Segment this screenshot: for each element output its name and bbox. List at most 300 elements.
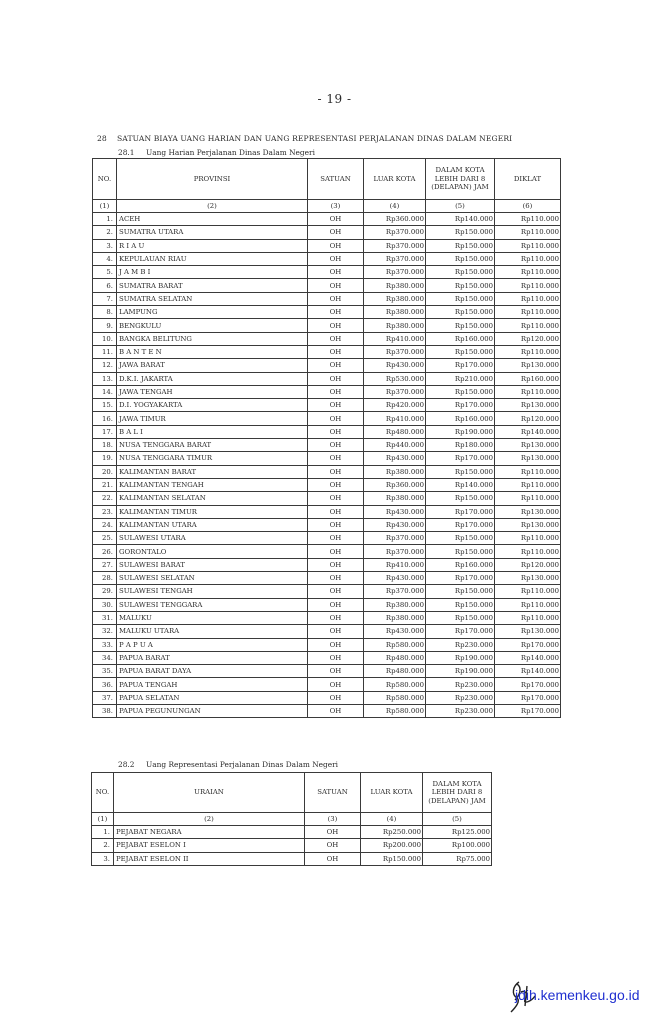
luar-kota-amount: Rp480.000: [364, 665, 426, 678]
table-row: [93, 252, 561, 265]
unit-cell: OH: [308, 532, 364, 545]
luar-kota-amount: Rp580.000: [364, 704, 426, 717]
table-row: [93, 545, 561, 558]
unit-cell: OH: [308, 306, 364, 319]
table-row: [92, 826, 492, 839]
unit-cell: OH: [305, 839, 361, 852]
diklat-amount: Rp110.000: [495, 319, 561, 332]
luar-kota-amount: Rp430.000: [364, 359, 426, 372]
dalam-kota-amount: Rp230.000: [426, 638, 495, 651]
dalam-kota-amount: Rp150.000: [426, 292, 495, 305]
col-header-luar-kota: LUAR KOTA: [361, 773, 423, 813]
diklat-amount: Rp110.000: [495, 492, 561, 505]
header-line: LEBIH DARI 8: [431, 788, 483, 797]
luar-kota-amount: Rp530.000: [364, 372, 426, 385]
col-header-uraian: URAIAN: [114, 773, 305, 813]
province-name: PAPUA PEGUNUNGAN: [117, 704, 308, 717]
row-number: 19.: [93, 452, 117, 465]
luar-kota-amount: Rp430.000: [364, 505, 426, 518]
table-row: [93, 691, 561, 704]
dalam-kota-amount: Rp150.000: [426, 252, 495, 265]
row-number: 3.: [93, 239, 117, 252]
unit-cell: OH: [308, 704, 364, 717]
luar-kota-amount: Rp430.000: [364, 625, 426, 638]
diklat-amount: Rp110.000: [495, 252, 561, 265]
luar-kota-amount: Rp380.000: [364, 292, 426, 305]
uraian-name: PEJABAT NEGARA: [114, 826, 305, 839]
table-row: [93, 638, 561, 651]
luar-kota-amount: Rp580.000: [364, 638, 426, 651]
luar-kota-amount: Rp480.000: [364, 425, 426, 438]
unit-cell: OH: [308, 638, 364, 651]
unit-cell: OH: [308, 359, 364, 372]
luar-kota-amount: Rp360.000: [364, 213, 426, 226]
table1-title: Uang Harian Perjalanan Dinas Dalam Negeri: [146, 148, 315, 157]
diklat-amount: Rp130.000: [495, 625, 561, 638]
table-row: [93, 704, 561, 717]
diklat-amount: Rp140.000: [495, 425, 561, 438]
row-number: 30.: [93, 598, 117, 611]
index-cell: (3): [305, 813, 361, 826]
luar-kota-amount: Rp380.000: [364, 492, 426, 505]
province-name: SUMATRA UTARA: [117, 226, 308, 239]
diklat-amount: Rp110.000: [495, 611, 561, 624]
section-heading: [97, 134, 512, 143]
col-header-satuan: SATUAN: [305, 773, 361, 813]
dalam-kota-amount: Rp150.000: [426, 492, 495, 505]
diklat-amount: Rp120.000: [495, 558, 561, 571]
province-name: KALIMANTAN UTARA: [117, 518, 308, 531]
col-header-provinsi: PROVINSI: [117, 159, 308, 200]
dalam-kota-amount: Rp150.000: [426, 306, 495, 319]
diklat-amount: Rp110.000: [495, 292, 561, 305]
table-row: [93, 372, 561, 385]
luar-kota-amount: Rp150.000: [361, 852, 423, 865]
row-number: 1.: [92, 826, 114, 839]
luar-kota-amount: Rp370.000: [364, 345, 426, 358]
province-name: BANGKA BELITUNG: [117, 332, 308, 345]
table-row: [93, 359, 561, 372]
table-row: [92, 852, 492, 865]
table2-header-row: [92, 773, 492, 813]
unit-cell: OH: [308, 691, 364, 704]
unit-cell: OH: [308, 585, 364, 598]
unit-cell: OH: [308, 372, 364, 385]
province-name: SULAWESI TENGGARA: [117, 598, 308, 611]
table-row: [93, 598, 561, 611]
diklat-amount: Rp110.000: [495, 306, 561, 319]
table-row: [93, 585, 561, 598]
row-number: 28.: [93, 572, 117, 585]
unit-cell: OH: [308, 266, 364, 279]
row-number: 7.: [93, 292, 117, 305]
unit-cell: OH: [308, 611, 364, 624]
province-name: ACEH: [117, 213, 308, 226]
header-line: DALAM KOTA: [432, 779, 482, 788]
unit-cell: OH: [308, 213, 364, 226]
diklat-amount: Rp140.000: [495, 651, 561, 664]
province-name: KEPULAUAN RIAU: [117, 252, 308, 265]
luar-kota-amount: Rp250.000: [361, 826, 423, 839]
diklat-amount: Rp170.000: [495, 678, 561, 691]
unit-cell: OH: [308, 665, 364, 678]
unit-cell: OH: [308, 292, 364, 305]
province-name: PAPUA BARAT: [117, 651, 308, 664]
unit-cell: OH: [308, 452, 364, 465]
table-row: [93, 665, 561, 678]
row-number: 35.: [93, 665, 117, 678]
table-row: [93, 465, 561, 478]
diklat-amount: Rp110.000: [495, 279, 561, 292]
province-name: GORONTALO: [117, 545, 308, 558]
dalam-kota-amount: Rp170.000: [426, 572, 495, 585]
table-row: [93, 266, 561, 279]
luar-kota-amount: Rp440.000: [364, 439, 426, 452]
row-number: 9.: [93, 319, 117, 332]
row-number: 3.: [92, 852, 114, 865]
unit-cell: OH: [308, 465, 364, 478]
row-number: 21.: [93, 478, 117, 491]
table-row: [93, 412, 561, 425]
row-number: 24.: [93, 518, 117, 531]
table-row: [93, 532, 561, 545]
index-cell: (3): [308, 200, 364, 213]
row-number: 14.: [93, 385, 117, 398]
diklat-amount: Rp110.000: [495, 213, 561, 226]
unit-cell: OH: [308, 492, 364, 505]
diklat-amount: Rp110.000: [495, 266, 561, 279]
row-number: 5.: [93, 266, 117, 279]
section-number: 28: [97, 134, 107, 143]
dalam-kota-amount: Rp190.000: [426, 425, 495, 438]
table-row: [93, 399, 561, 412]
province-name: PAPUA SELATAN: [117, 691, 308, 704]
row-number: 34.: [93, 651, 117, 664]
dalam-kota-amount: Rp150.000: [426, 239, 495, 252]
luar-kota-amount: Rp360.000: [364, 478, 426, 491]
table-row: [93, 239, 561, 252]
row-number: 26.: [93, 545, 117, 558]
dalam-kota-amount: Rp140.000: [426, 478, 495, 491]
col-header-diklat: DIKLAT: [495, 159, 561, 200]
diklat-amount: Rp110.000: [495, 465, 561, 478]
diklat-amount: Rp130.000: [495, 518, 561, 531]
dalam-kota-amount: Rp170.000: [426, 625, 495, 638]
table-row: [93, 425, 561, 438]
diklat-amount: Rp110.000: [495, 585, 561, 598]
row-number: 36.: [93, 678, 117, 691]
diklat-amount: Rp130.000: [495, 572, 561, 585]
province-name: KALIMANTAN TENGAH: [117, 478, 308, 491]
unit-cell: OH: [308, 545, 364, 558]
table1-heading: [118, 148, 315, 157]
dalam-kota-amount: Rp190.000: [426, 665, 495, 678]
unit-cell: OH: [308, 478, 364, 491]
unit-cell: OH: [308, 252, 364, 265]
col-header-satuan: SATUAN: [308, 159, 364, 200]
dalam-kota-amount: Rp150.000: [426, 545, 495, 558]
province-name: D.K.I. JAKARTA: [117, 372, 308, 385]
table2-number: 28.2: [118, 760, 135, 769]
province-name: SULAWESI UTARA: [117, 532, 308, 545]
uang-harian-table: [92, 158, 561, 718]
uraian-name: PEJABAT ESELON I: [114, 839, 305, 852]
table2-title: Uang Representasi Perjalanan Dinas Dalam Negeri: [146, 760, 339, 769]
province-name: R I A U: [117, 239, 308, 252]
dalam-kota-amount: Rp230.000: [426, 704, 495, 717]
dalam-kota-amount: Rp230.000: [426, 691, 495, 704]
index-cell: (1): [92, 813, 114, 826]
diklat-amount: Rp120.000: [495, 412, 561, 425]
index-cell: (4): [361, 813, 423, 826]
province-name: JAWA BARAT: [117, 359, 308, 372]
dalam-kota-amount: Rp230.000: [426, 678, 495, 691]
luar-kota-amount: Rp480.000: [364, 651, 426, 664]
luar-kota-amount: Rp380.000: [364, 598, 426, 611]
row-number: 17.: [93, 425, 117, 438]
col-header-no: NO.: [92, 773, 114, 813]
unit-cell: OH: [308, 385, 364, 398]
unit-cell: OH: [308, 518, 364, 531]
row-number: 18.: [93, 439, 117, 452]
watermark-text: jdih.kemenkeu.go.id: [515, 987, 640, 1003]
table1-index-row: [93, 200, 561, 213]
diklat-amount: Rp170.000: [495, 691, 561, 704]
index-cell: (2): [114, 813, 305, 826]
table2-index-row: [92, 813, 492, 826]
dalam-kota-amount: Rp150.000: [426, 279, 495, 292]
table-row: [93, 279, 561, 292]
dalam-kota-amount: Rp150.000: [426, 585, 495, 598]
table1-number: 28.1: [118, 148, 135, 157]
unit-cell: OH: [308, 625, 364, 638]
table-row: [93, 625, 561, 638]
row-number: 10.: [93, 332, 117, 345]
province-name: PAPUA TENGAH: [117, 678, 308, 691]
unit-cell: OH: [308, 678, 364, 691]
dalam-kota-amount: Rp75.000: [423, 852, 492, 865]
dalam-kota-amount: Rp160.000: [426, 412, 495, 425]
province-name: P A P U A: [117, 638, 308, 651]
section-title: SATUAN BIAYA UANG HARIAN DAN UANG REPRESENTASI PERJALANAN DINAS DALAM NEGERI: [117, 134, 513, 143]
dalam-kota-amount: Rp150.000: [426, 598, 495, 611]
luar-kota-amount: Rp430.000: [364, 572, 426, 585]
row-number: 2.: [92, 839, 114, 852]
diklat-amount: Rp130.000: [495, 399, 561, 412]
row-number: 29.: [93, 585, 117, 598]
table-row: [93, 452, 561, 465]
luar-kota-amount: Rp370.000: [364, 545, 426, 558]
index-cell: (2): [117, 200, 308, 213]
diklat-amount: Rp130.000: [495, 452, 561, 465]
row-number: 37.: [93, 691, 117, 704]
diklat-amount: Rp140.000: [495, 665, 561, 678]
dalam-kota-amount: Rp170.000: [426, 359, 495, 372]
header-line: (DELAPAN) JAM: [428, 796, 486, 805]
luar-kota-amount: Rp370.000: [364, 385, 426, 398]
province-name: JAWA TIMUR: [117, 412, 308, 425]
index-cell: (6): [495, 200, 561, 213]
luar-kota-amount: Rp430.000: [364, 452, 426, 465]
table-row: [92, 839, 492, 852]
table-row: [93, 678, 561, 691]
diklat-amount: Rp110.000: [495, 345, 561, 358]
unit-cell: OH: [308, 239, 364, 252]
row-number: 4.: [93, 252, 117, 265]
luar-kota-amount: Rp380.000: [364, 279, 426, 292]
dalam-kota-amount: Rp150.000: [426, 345, 495, 358]
province-name: LAMPUNG: [117, 306, 308, 319]
unit-cell: OH: [308, 399, 364, 412]
index-cell: (1): [93, 200, 117, 213]
row-number: 32.: [93, 625, 117, 638]
unit-cell: OH: [308, 651, 364, 664]
unit-cell: OH: [308, 412, 364, 425]
uraian-name: PEJABAT ESELON II: [114, 852, 305, 865]
unit-cell: OH: [308, 598, 364, 611]
province-name: B A L I: [117, 425, 308, 438]
luar-kota-amount: Rp370.000: [364, 239, 426, 252]
dalam-kota-amount: Rp150.000: [426, 226, 495, 239]
dalam-kota-amount: Rp140.000: [426, 213, 495, 226]
table-row: [93, 518, 561, 531]
row-number: 38.: [93, 704, 117, 717]
diklat-amount: Rp110.000: [495, 545, 561, 558]
table-row: [93, 611, 561, 624]
index-cell: (5): [426, 200, 495, 213]
province-name: J A M B I: [117, 266, 308, 279]
row-number: 1.: [93, 213, 117, 226]
luar-kota-amount: Rp420.000: [364, 399, 426, 412]
unit-cell: OH: [308, 226, 364, 239]
diklat-amount: Rp110.000: [495, 478, 561, 491]
diklat-amount: Rp120.000: [495, 332, 561, 345]
province-name: MALUKU UTARA: [117, 625, 308, 638]
table-row: [93, 572, 561, 585]
col-header-luar-kota: LUAR KOTA: [364, 159, 426, 200]
dalam-kota-amount: Rp160.000: [426, 332, 495, 345]
luar-kota-amount: Rp380.000: [364, 465, 426, 478]
dalam-kota-amount: Rp150.000: [426, 465, 495, 478]
table-row: [93, 319, 561, 332]
col-header-dalam-kota: [426, 159, 495, 200]
dalam-kota-amount: Rp170.000: [426, 518, 495, 531]
luar-kota-amount: Rp410.000: [364, 332, 426, 345]
dalam-kota-amount: Rp160.000: [426, 558, 495, 571]
diklat-amount: Rp130.000: [495, 505, 561, 518]
row-number: 16.: [93, 412, 117, 425]
dalam-kota-amount: Rp170.000: [426, 399, 495, 412]
province-name: SULAWESI BARAT: [117, 558, 308, 571]
luar-kota-amount: Rp370.000: [364, 266, 426, 279]
unit-cell: OH: [308, 572, 364, 585]
luar-kota-amount: Rp410.000: [364, 412, 426, 425]
table-row: [93, 213, 561, 226]
table-row: [93, 651, 561, 664]
unit-cell: OH: [308, 332, 364, 345]
row-number: 27.: [93, 558, 117, 571]
col-header-no: NO.: [93, 159, 117, 200]
row-number: 25.: [93, 532, 117, 545]
diklat-amount: Rp160.000: [495, 372, 561, 385]
table-row: [93, 439, 561, 452]
table-row: [93, 292, 561, 305]
row-number: 20.: [93, 465, 117, 478]
province-name: KALIMANTAN BARAT: [117, 465, 308, 478]
table-row: [93, 306, 561, 319]
row-number: 22.: [93, 492, 117, 505]
unit-cell: OH: [308, 505, 364, 518]
luar-kota-amount: Rp370.000: [364, 585, 426, 598]
header-line: LEBIH DARI 8: [434, 174, 486, 183]
unit-cell: OH: [305, 826, 361, 839]
luar-kota-amount: Rp410.000: [364, 558, 426, 571]
row-number: 23.: [93, 505, 117, 518]
dalam-kota-amount: Rp125.000: [423, 826, 492, 839]
dalam-kota-amount: Rp150.000: [426, 611, 495, 624]
unit-cell: OH: [308, 279, 364, 292]
row-number: 13.: [93, 372, 117, 385]
diklat-amount: Rp110.000: [495, 239, 561, 252]
table-row: [93, 505, 561, 518]
province-name: SULAWESI TENGAH: [117, 585, 308, 598]
luar-kota-amount: Rp580.000: [364, 678, 426, 691]
diklat-amount: Rp110.000: [495, 598, 561, 611]
dalam-kota-amount: Rp150.000: [426, 532, 495, 545]
index-cell: (4): [364, 200, 426, 213]
unit-cell: OH: [308, 425, 364, 438]
diklat-amount: Rp130.000: [495, 439, 561, 452]
luar-kota-amount: Rp430.000: [364, 518, 426, 531]
page-number: - 19 -: [317, 92, 352, 106]
province-name: SULAWESI SELATAN: [117, 572, 308, 585]
unit-cell: OH: [308, 345, 364, 358]
luar-kota-amount: Rp370.000: [364, 532, 426, 545]
table-row: [93, 385, 561, 398]
diklat-amount: Rp170.000: [495, 638, 561, 651]
province-name: D.I. YOGYAKARTA: [117, 399, 308, 412]
diklat-amount: Rp110.000: [495, 385, 561, 398]
table2-heading: [118, 760, 338, 769]
table-row: [93, 478, 561, 491]
row-number: 12.: [93, 359, 117, 372]
header-line: DALAM KOTA: [435, 166, 485, 175]
luar-kota-amount: Rp380.000: [364, 306, 426, 319]
province-name: NUSA TENGGARA TIMUR: [117, 452, 308, 465]
province-name: SUMATRA BARAT: [117, 279, 308, 292]
index-cell: (5): [423, 813, 492, 826]
dalam-kota-amount: Rp170.000: [426, 505, 495, 518]
row-number: 8.: [93, 306, 117, 319]
luar-kota-amount: Rp380.000: [364, 319, 426, 332]
table-row: [93, 345, 561, 358]
table-row: [93, 226, 561, 239]
diklat-amount: Rp110.000: [495, 532, 561, 545]
unit-cell: OH: [305, 852, 361, 865]
province-name: NUSA TENGGARA BARAT: [117, 439, 308, 452]
dalam-kota-amount: Rp180.000: [426, 439, 495, 452]
province-name: B A N T E N: [117, 345, 308, 358]
row-number: 15.: [93, 399, 117, 412]
diklat-amount: Rp110.000: [495, 226, 561, 239]
province-name: KALIMANTAN TIMUR: [117, 505, 308, 518]
diklat-amount: Rp130.000: [495, 359, 561, 372]
dalam-kota-amount: Rp210.000: [426, 372, 495, 385]
unit-cell: OH: [308, 319, 364, 332]
table1-header-row: [93, 159, 561, 200]
luar-kota-amount: Rp370.000: [364, 226, 426, 239]
uang-representasi-table: [91, 772, 492, 866]
